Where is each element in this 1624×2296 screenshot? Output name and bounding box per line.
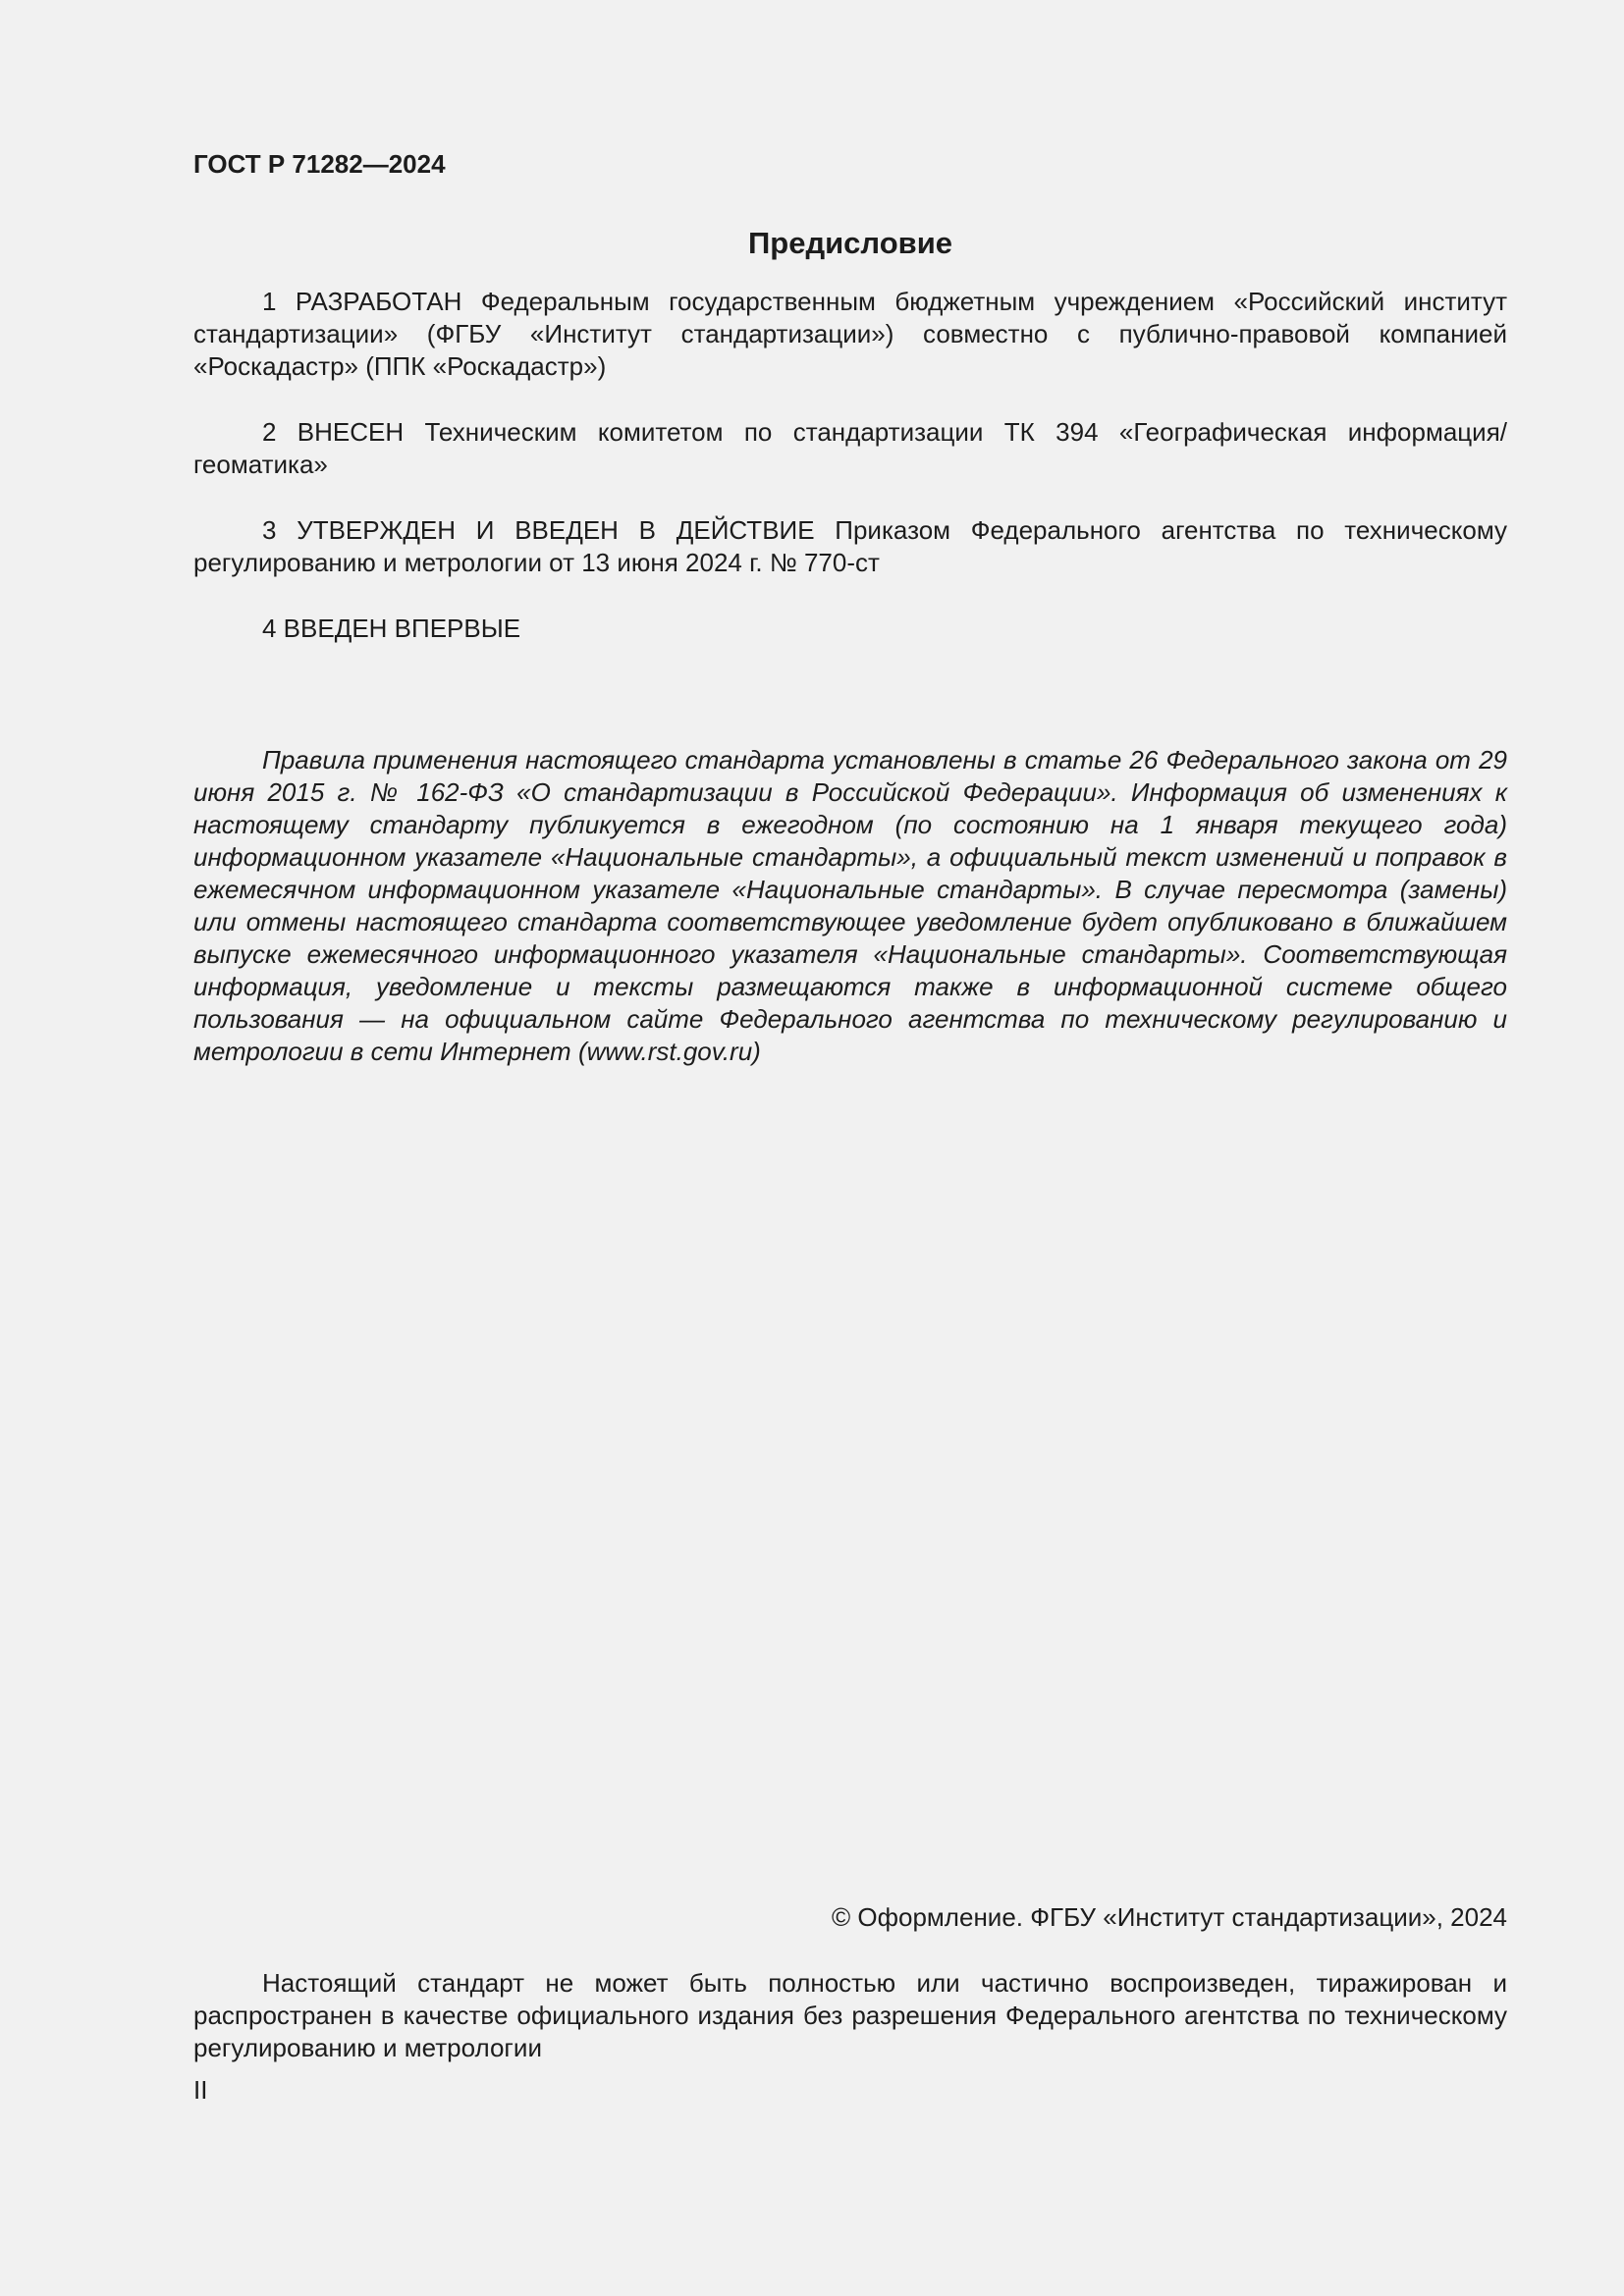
foreword-item-4: 4 ВВЕДЕН ВПЕРВЫЕ [262,614,521,643]
document-number: ГОСТ Р 71282—2024 [193,149,446,179]
copyright-notice: © Оформление. ФГБУ «Институт стандартизации», 2024 [832,1902,1507,1932]
page-title: Предисловие [747,226,952,260]
foreword-item-3: 3 УТВЕРЖДЕН И ВВЕДЕН В ДЕЙСТВИЕ Приказом Федерального агентства по техническому регулированию и метрологии от 13 июня 2024 г. № 770-ст [193,515,1507,577]
rules-note: Правила применения настоящего стандарта установлены в статье 26 Федерального закона от 29 июня 2015 г. № 162-ФЗ «О стандартизации в Российской Федерации». Информация об изменениях к настоящему стандарту публикуется в ежегодном (по состоянию на 1 января текущего года) информационном указателе «Национальные стандарты», а официальный текст изменений и поправок в ежемесячном информационном указателе «Национальные стандарты». В случае пересмотра (замены) или отмены настоящего стандарта соответствующее уведомление будет опубликовано в ближайшем выпуске ежемесячного информационного указателя «Национальные стандарты». Соответствующая информация, уведомление и тексты размещаются также в информационной системе общего пользования — на официальном сайте Федерального агентства по техническому регулированию и метрологии в сети Интернет (www.rst.gov.ru) [193,745,1507,1066]
foreword-item-1: 1 РАЗРАБОТАН Федеральным государственным бюджетным учреждением «Российский институт стандартизации» (ФГБУ «Институт стандартизации») совместно с публично-правовой компанией «Роскадастр» (ППК «Роскадастр») [193,287,1507,381]
page-number: II [193,2075,208,2105]
reproduction-note: Настоящий стандарт не может быть полностью или частично воспроизведен, тиражирован и распространен в качестве официального издания без разрешения Федерального агентства по техническому регулированию и метрологии [193,1968,1507,2062]
document-page [193,0,1507,2296]
foreword-item-2: 2 ВНЕСЕН Техническим комитетом по стандартизации ТК 394 «Географическая информация/геоматика» [193,417,1507,479]
